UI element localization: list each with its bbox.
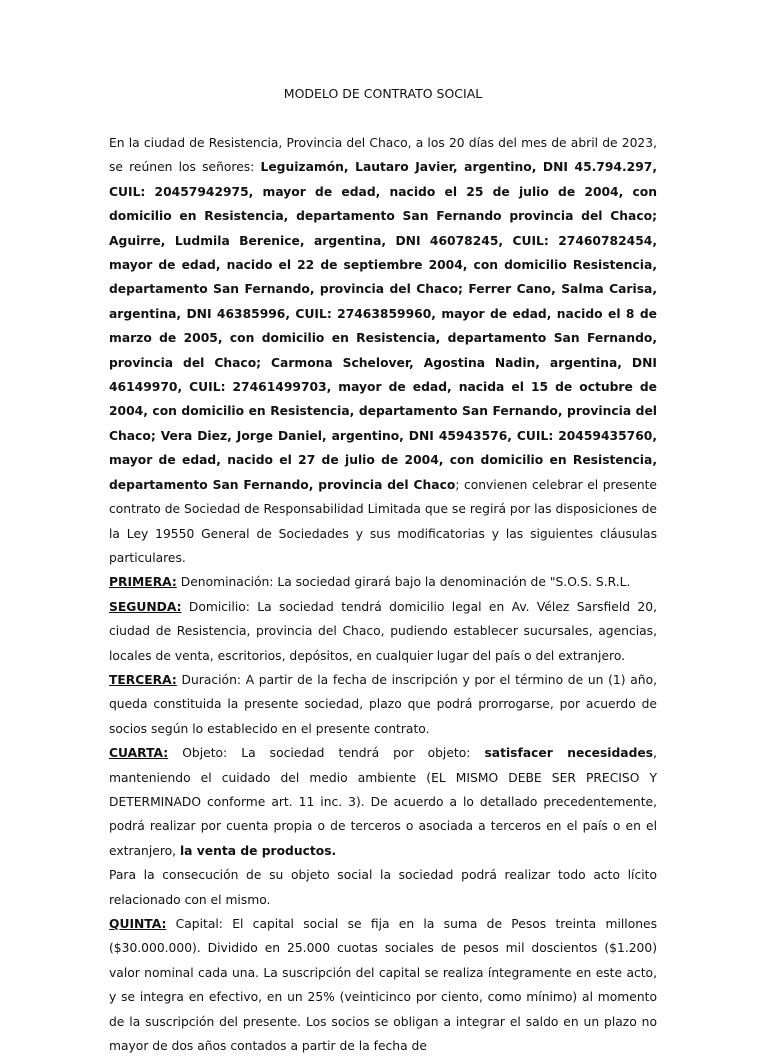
clause-primera-text: Denominación: La sociedad girará bajo la denominación de "S.O.S. S.R.L. xyxy=(176,575,631,590)
clause-quinta-label: QUINTA: xyxy=(109,917,167,931)
clause-cuarta-label: CUARTA: xyxy=(109,746,169,761)
clause-tercera-text: Duración: A partir de la fecha de inscripción y por el término de un (1) año, queda constituida la presente sociedad, plazo que podrá prorrogarse, por acuerdo de socios según lo establecido en el presente contrato. xyxy=(109,672,657,736)
clause-cuarta-bold-a: satisfacer necesidades xyxy=(484,746,654,761)
intro-tail: ; convienen celebrar el presente contrato de Sociedad de Responsabilidad Limitada que se regirá por las disposiciones de la Ley 19550 General de Sociedades y sus modificatorias y las siguientes cláusulas particulares. xyxy=(109,477,658,565)
clause-primera xyxy=(109,570,657,594)
clause-cuarta-text-b: , manteniendo el cuidado del medio ambiente (EL MISMO DEBE SER PRECISO Y DETERMINADO conforme art. 11 inc. 3). De acuerdo a lo detallado precedentemente, podrá realizar por cuenta propia o de terceros o asociada a terceros en el país o en el extranjero, xyxy=(109,746,657,858)
intro-lead: En la ciudad de Resistencia, Provincia del Chaco, a los 20 días del mes de abril de 2023, se reúnen los señores: xyxy=(109,136,657,175)
clause-segunda-label: SEGUNDA: xyxy=(109,599,182,614)
document-title: MODELO DE CONTRATO SOCIAL xyxy=(283,86,483,101)
clause-tercera-label: TERCERA: xyxy=(109,672,177,687)
clause-primera-label: PRIMERA: xyxy=(109,575,177,590)
clause-cuarta xyxy=(109,741,657,863)
clause-cuarta-bold-b: la venta de productos. xyxy=(179,843,337,858)
parties-list: Leguizamón, Lautaro Javier, argentino, DNI 45.794.297, CUIL: 20457942975, mayor de edad, nacido el 25 de julio de 2004, con domicilio en Resistencia, departamento San Fernando provincia del Chaco; Aguirre, Ludmila Berenice, argentina, DNI 46078245, CUIL: 27460782454, mayor de edad, nacido el 22 de septiembre 2004, con domicilio Resistencia, departamento San Fernando, provincia del Chaco; Ferrer Cano, Salma Carisa, argentina, DNI 46385996, CUIL: 27463859960, mayor de edad, nacido el 8 de marzo de 2005, con domicilio en Resistencia, departamento San Fernando, provincia del Chaco; Carmona Schelover, Agostina Nadin, argentina, DNI 46149970, CUIL: 27461499703, mayor de edad, nacida el 15 de octubre de 2004, con domicilio en Resistencia, departamento San Fernando, provincia del Chaco; Vera Diez, Jorge Daniel, argentino, DNI 45943576, CUIL: 20459435760, mayor de edad, nacido el 27 de julio de 2004, con domicilio en Resistencia, departamento San Fernando, provincia del Chaco xyxy=(109,160,657,492)
clause-quinta xyxy=(109,912,657,1058)
clause-quinta-text: Capital: El capital social se fija en la suma de Pesos treinta millones ($30.000.000). Dividido en 25.000 cuotas sociales de pesos mil doscientos ($1.200) valor nominal cada una. La suscripción del capital se realiza íntegramente en este acto, y se integra en efectivo, en un 25% (veinticinco por ciento, como mínimo) al momento de la suscripción del presente. Los socios se obligan a integrar el saldo en un plazo no mayor de dos años contados a partir de la fecha de xyxy=(109,917,657,1054)
document-page xyxy=(109,82,657,1058)
clause-segunda xyxy=(109,595,657,668)
clause-segunda-text: Domicilio: La sociedad tendrá domicilio legal en Av. Vélez Sarsfield 20, ciudad de Resistencia, provincia del Chaco, pudiendo establecer sucursales, agencias, locales de venta, escritorios, depósitos, en cualquier lugar del país o del extranjero. xyxy=(109,599,657,663)
objeto-consecucion-paragraph: Para la consecución de su objeto social la sociedad podrá realizar todo acto lícito relacionado con el mismo. xyxy=(109,868,657,907)
clause-tercera xyxy=(109,668,657,741)
clause-cuarta-text-a: Objeto: La sociedad tendrá por objeto: xyxy=(168,746,485,761)
intro-paragraph xyxy=(109,131,657,570)
